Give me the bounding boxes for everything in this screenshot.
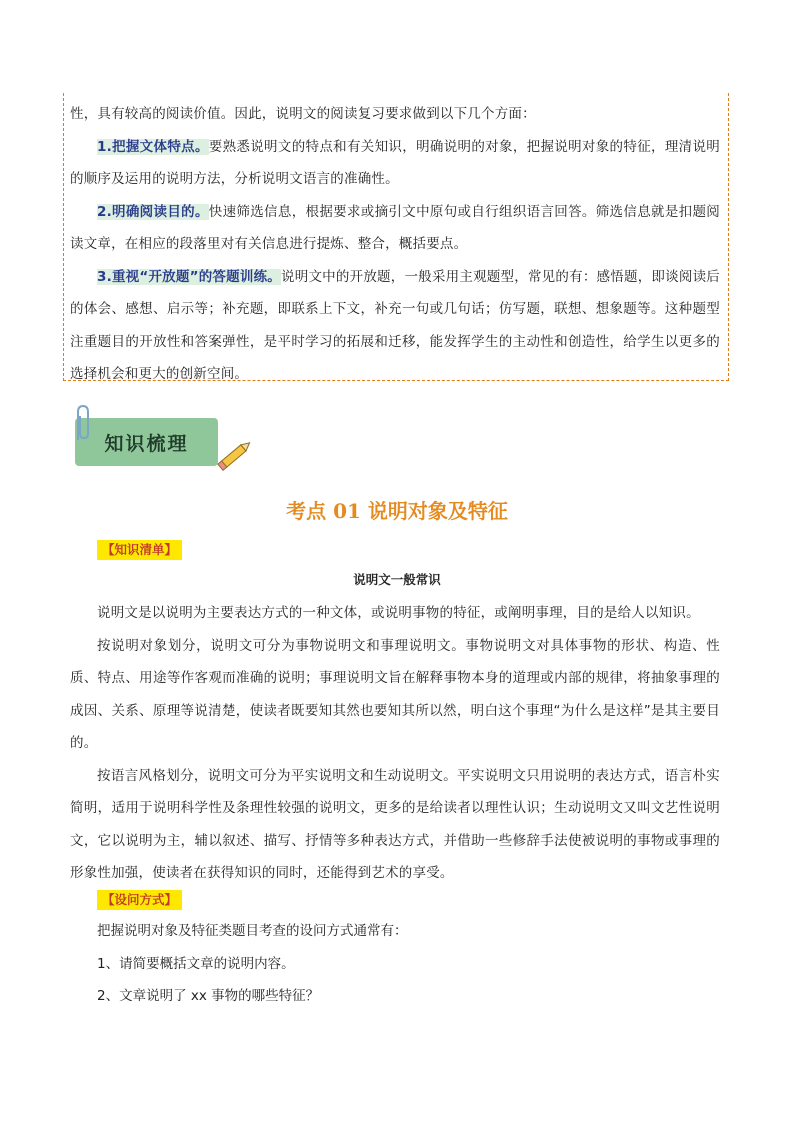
pencil-icon — [214, 434, 256, 476]
knowledge-list-tag: 【知识清单】 — [97, 540, 182, 560]
question-1: 1、请简要概括文章的说明内容。 — [97, 956, 295, 972]
main-body — [70, 597, 720, 890]
tip-1 — [70, 131, 720, 196]
tip-1-label: 1.把握文体特点。 — [97, 138, 209, 155]
study-tips-text — [70, 98, 720, 391]
question-intro: 把握说明对象及特征类题目考查的设问方式通常有： — [97, 923, 408, 939]
intro-line: 性，具有较高的阅读价值。因此，说明文的阅读复习要求做到以下几个方面： — [70, 106, 536, 122]
body-paragraph-1: 说明文是以说明为主要表达方式的一种文体，或说明事物的特征，或阐明事理，目的是给人以知识。 — [97, 605, 700, 621]
body-paragraph-2: 按说明对象划分，说明文可分为事物说明文和事理说明文。事物说明文对具体事物的形状、构造、性质、特点、用途等作客观而准确的说明；事理说明文旨在解释事物本身的道理或内部的规律，将抽象事理的成因、关系、原理等说清楚，使读者既要知其然也要知其所以然，明白这个事理“为什么是这样”是其主要目的。 — [70, 637, 720, 751]
tip-1-text: 要熟悉说明文的特点和有关知识，明确说明的对象，把握说明对象的特征，理清说明的顺序及运用的说明方法，分析说明文语言的准确性。 — [70, 138, 720, 187]
banner-label: 知识梳理 — [104, 432, 189, 455]
section-title: 考点 01 说明对象及特征 — [286, 499, 508, 523]
tip-2 — [70, 196, 720, 261]
body-paragraph-3: 按语言风格划分，说明文可分为平实说明文和生动说明文。平实说明文只用说明的表达方式，语言朴实简明，适用于说明科学性及条理性较强的说明文，更多的是给读者以理性认识；生动说明文又叫文艺性说明文，它以说明为主，辅以叙述、描写、抒情等多种表达方式，并借助一些修辞手法使被说明的事物或事理的形象性加强，使读者在获得知识的同时，还能得到艺术的享受。 — [70, 767, 720, 881]
question-style-tag: 【设问方式】 — [97, 890, 182, 910]
knowledge-banner — [75, 418, 218, 466]
tip-2-label: 2.明确阅读目的。 — [97, 203, 209, 220]
subheading: 说明文一般常识 — [353, 572, 441, 587]
tip-3-label: 3.重视“开放题”的答题训练。 — [97, 268, 282, 285]
tip-3-text: 说明文中的开放题，一般采用主观题型，常见的有：感悟题，即谈阅读后的体会、感想、启示等；补充题，即联系上下文，补充一句或几句话；仿写题，联想、想象题等。这种题型注重题目的开放性和答案弹性，是平时学习的拓展和迁移，能发挥学生的主动性和创造性，给学生以更多的选择机会和更大的创新空间。 — [70, 268, 720, 382]
tip-2-text: 快速筛选信息，根据要求或摘引文中原句或自行组织语言回答。筛选信息就是扣题阅读文章，在相应的段落里对有关信息进行提炼、整合，概括要点。 — [70, 203, 720, 252]
question-2: 2、文章说明了 xx 事物的哪些特征？ — [97, 988, 320, 1004]
tip-3 — [70, 261, 720, 391]
paperclip-icon — [70, 404, 94, 444]
